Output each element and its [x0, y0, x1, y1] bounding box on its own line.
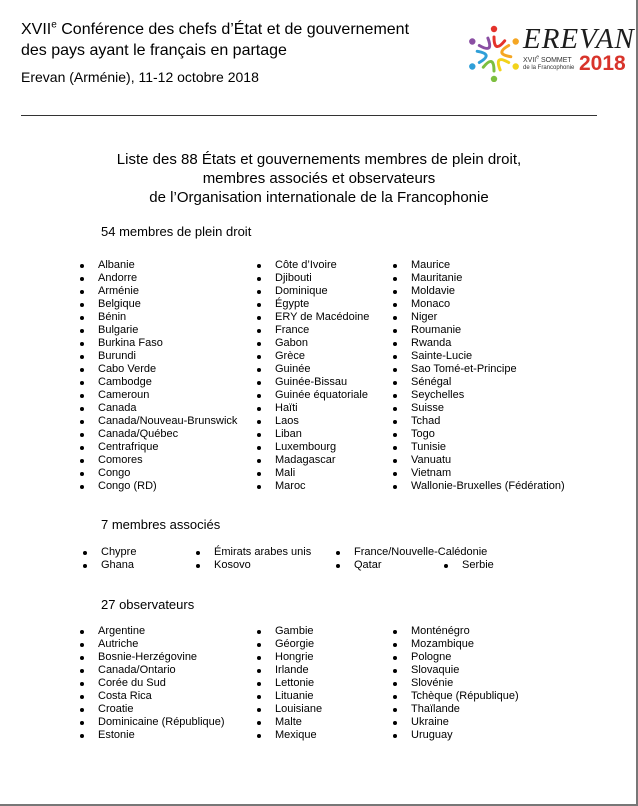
list-item: Autriche — [98, 638, 225, 651]
list-item: Togo — [411, 428, 565, 441]
list-item: Tchèque (République) — [411, 690, 519, 702]
list-item: Mexique — [275, 729, 322, 742]
summit-logo-emblem — [466, 24, 522, 82]
full-members-column-3 — [411, 259, 565, 493]
list-item: Djibouti — [275, 272, 369, 285]
conference-title-line1: XVIIe Conférence des chefs d’État et de gouvernement — [21, 19, 410, 38]
list-item: Dominique — [275, 285, 369, 298]
list-item: Corée du Sud — [98, 677, 225, 690]
list-item: Hongrie — [275, 651, 322, 664]
list-item: Thaïlande — [411, 703, 519, 716]
conference-location-date: Erevan (Arménie), 11-12 octobre 2018 — [21, 69, 259, 85]
list-item: Laos — [275, 415, 369, 428]
list-item: Bosnie-Herzégovine — [98, 651, 225, 664]
list-item: Tunisie — [411, 441, 565, 454]
document-title-line1: Liste des 88 États et gouvernements membres de plein droit, — [116, 151, 522, 168]
list-item: Haïti — [275, 402, 369, 415]
observers-column-3 — [411, 625, 519, 742]
list-item: Cabo Verde — [98, 363, 237, 376]
logo-year: 2018 — [579, 52, 626, 75]
list-item: Belgique — [98, 298, 237, 311]
observers-column-2 — [275, 625, 322, 742]
list-item: Pologne — [411, 651, 519, 664]
list-item: Burundi — [98, 350, 237, 363]
list-item: Maurice — [411, 259, 565, 272]
logo-figure-arm — [494, 37, 505, 47]
list-item: Cambodge — [98, 376, 237, 389]
list-item: Bénin — [98, 311, 237, 324]
list-item: Mali — [275, 467, 369, 480]
list-item: Estonie — [98, 729, 225, 742]
logo-city-name: EREVAN — [523, 23, 635, 55]
list-item: Égypte — [275, 298, 369, 311]
list-item: Rwanda — [411, 337, 565, 350]
logo-figure-arm — [502, 46, 511, 57]
list-item: Madagascar — [275, 454, 369, 467]
list-item: Wallonie-Bruxelles (Fédération) — [411, 480, 565, 492]
list-item: Tchad — [411, 415, 565, 428]
list-item: Géorgie — [275, 638, 322, 651]
associate-member-item: France/Nouvelle-Calédonie — [354, 546, 488, 558]
conference-title-line2: des pays ayant le français en partage — [21, 42, 287, 59]
list-item: Seychelles — [411, 389, 565, 402]
observers-heading: 27 observateurs — [101, 597, 195, 612]
list-item: Argentine — [98, 625, 225, 638]
logo-figure-head — [491, 76, 497, 82]
list-item: Mauritanie — [411, 272, 565, 285]
logo-figure-head — [469, 38, 475, 44]
associate-member-item: Serbie — [462, 559, 494, 571]
list-item: Uruguay — [411, 729, 519, 742]
list-item: Monténégro — [411, 625, 519, 638]
list-item: Mozambique — [411, 638, 519, 651]
list-item: Ukraine — [411, 716, 519, 729]
list-item: Sainte-Lucie — [411, 350, 565, 363]
list-item: Roumanie — [411, 324, 565, 337]
list-item: Centrafrique — [98, 441, 237, 454]
logo-francophonie: de la Francophonie — [523, 65, 575, 71]
associate-member-item: Qatar — [354, 559, 382, 571]
list-item: Canada — [98, 402, 237, 415]
full-members-column-1 — [98, 259, 237, 493]
full-members-column-2 — [275, 259, 369, 493]
list-item: Bulgarie — [98, 324, 237, 337]
associate-members-heading: 7 membres associés — [101, 517, 221, 532]
document-title-line3: de l’Organisation internationale de la Francophonie — [149, 189, 489, 206]
logo-figure-head — [513, 63, 519, 69]
logo-figure-arm — [498, 60, 508, 70]
list-item: Andorre — [98, 272, 237, 285]
list-item: Slovaquie — [411, 664, 519, 677]
associate-member-item: Émirats arabes unis — [214, 546, 312, 558]
logo-figure-head — [491, 26, 497, 32]
logo-figure-arm — [479, 38, 489, 48]
list-item: Sénégal — [411, 376, 565, 389]
list-item: Arménie — [98, 285, 237, 298]
associate-member-item: Ghana — [101, 559, 135, 571]
list-item: Guinée-Bissau — [275, 376, 369, 389]
list-item: Maroc — [275, 480, 369, 493]
logo-figure-head — [513, 38, 519, 44]
list-item: Gabon — [275, 337, 369, 350]
logo-figure-head — [469, 63, 475, 69]
list-item: Albanie — [98, 259, 237, 272]
list-item: Guinée équatoriale — [275, 389, 368, 401]
list-item: France — [275, 324, 369, 337]
list-item: Gambie — [275, 625, 322, 638]
list-item: Malte — [275, 716, 322, 729]
list-item: Irlande — [275, 664, 322, 677]
list-item: Cameroun — [98, 389, 237, 402]
logo-summit-edition: XVIIe SOMMET — [523, 54, 572, 64]
summit-logo — [466, 23, 635, 82]
header-divider — [21, 115, 597, 116]
list-item: ERY de Macédoine — [275, 311, 370, 323]
list-item: Luxembourg — [275, 441, 369, 454]
list-item: Slovénie — [411, 677, 519, 690]
list-item: Lituanie — [275, 690, 322, 703]
list-item: Grèce — [275, 350, 369, 363]
list-item: Louisiane — [275, 703, 323, 715]
list-item: Vanuatu — [411, 454, 565, 467]
list-item: Liban — [275, 428, 369, 441]
list-item: Congo (RD) — [98, 480, 237, 493]
list-item: Moldavie — [411, 285, 565, 298]
associate-member-item: Chypre — [101, 546, 137, 558]
list-item: Costa Rica — [98, 690, 225, 703]
list-item: Burkina Faso — [98, 337, 237, 350]
full-members-heading: 54 membres de plein droit — [101, 224, 252, 239]
list-item: Suisse — [411, 402, 565, 415]
list-item: Vietnam — [411, 467, 565, 480]
list-item: Congo — [98, 467, 237, 480]
list-item: Niger — [411, 311, 565, 324]
list-item: Comores — [98, 454, 237, 467]
logo-figure-arm — [483, 61, 494, 71]
list-item: Croatie — [98, 703, 225, 716]
list-item: Dominicaine (République) — [98, 716, 225, 728]
logo-figure-arm — [477, 51, 486, 62]
list-item: Canada/Ontario — [98, 664, 225, 677]
observers-column-1 — [98, 625, 225, 742]
associate-member-item: Kosovo — [214, 559, 251, 571]
list-item: Côte d’Ivoire — [275, 259, 369, 272]
list-item: Sao Tomé-et-Principe — [411, 363, 565, 376]
list-item: Monaco — [411, 298, 565, 311]
document-title-line2: membres associés et observateurs — [202, 170, 436, 187]
list-item: Canada/Nouveau-Brunswick — [98, 415, 238, 427]
list-item: Guinée — [275, 363, 369, 376]
list-item: Canada/Québec — [98, 428, 237, 441]
list-item: Lettonie — [275, 677, 322, 690]
